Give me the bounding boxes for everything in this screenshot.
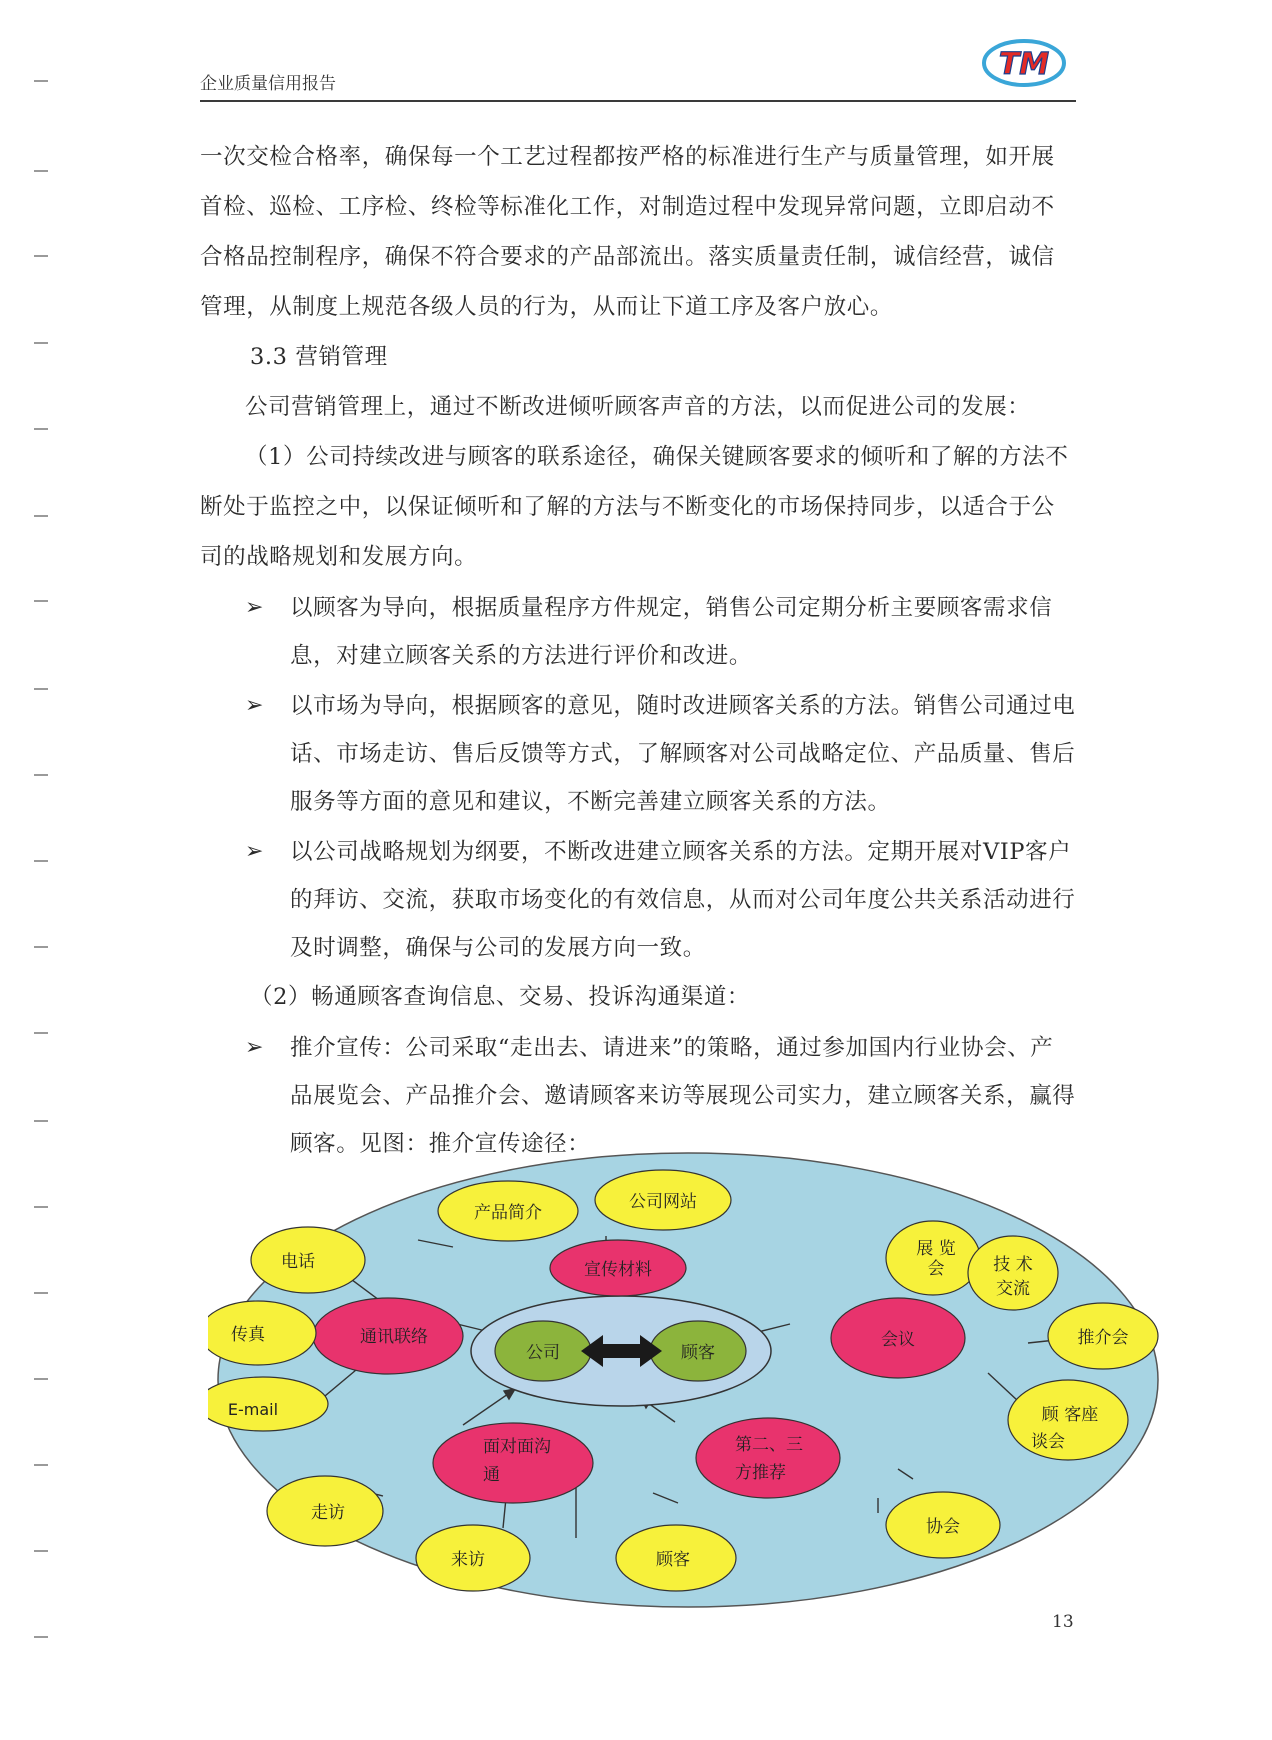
bullet-text: 以公司战略规划为纲要，不断改进建立顾客关系的方法。定期开展对VIP客户的拜访、交流，获取市场变化的有效信息，从而对公司年度公共关系活动进行及时调整，确保与公司的发展方向一致。 (290, 839, 1076, 961)
promotion-channels-diagram (208, 1148, 1168, 1613)
bullet-arrow-icon: ➢ (245, 839, 265, 864)
page-number: 13 (1052, 1612, 1074, 1632)
leaf-expo-label-2: 会 (927, 1259, 945, 1279)
bullet-text: 以顾客为导向，根据质量程序方件规定，销售公司定期分析主要顾客需求信息，对建立顾客关系的方法进行评价和改进。 (290, 595, 1053, 669)
hub-f2f-label-2: 通 (483, 1465, 500, 1485)
hub-f2f-label-1: 面对面沟 (483, 1437, 551, 1457)
leaf-tech-label-1: 技 术 (993, 1255, 1033, 1275)
bullet-arrow-icon: ➢ (245, 595, 265, 620)
leaf-fax-label: 传真 (231, 1325, 265, 1345)
bullet-item (200, 828, 1076, 972)
bullet-item (200, 1024, 1076, 1168)
customer-label: 顾客 (681, 1343, 715, 1363)
leaf-promo-label: 推介会 (1077, 1328, 1129, 1348)
paragraph-intro: 一次交检合格率，确保每一个工艺过程都按严格的标准进行生产与质量管理，如开展首检、巡检、工序检、终检等标准化工作，对制造过程中发现异常问题，立即启动不合格品控制程序，确保不符合要求的产品部流出。落实质量责任制，诚信经营，诚信管理，从制度上规范各级人员的行为，从而让下道工序及客户放心。 (200, 144, 1055, 320)
logo-text: TM (998, 47, 1050, 82)
bullet-item (200, 584, 1076, 680)
leaf-forum-label-2: 谈会 (1031, 1432, 1065, 1452)
leaf-visit-out-label: 走访 (311, 1503, 345, 1523)
bullet-text: 推介宣传：公司采取“走出去、请进来”的策略，通过参加国内行业协会、产品展览会、产品推介会、邀请顾客来访等展现公司实力，建立顾客关系，赢得顾客。见图：推介宣传途径： (290, 1035, 1076, 1157)
paragraph-marketing-intro: 公司营销管理上，通过不断改进倾听顾客声音的方法，以而促进公司的发展： (245, 394, 1031, 420)
leaf-expo-label-1: 展 览 (916, 1239, 956, 1259)
paragraph-item-2: （2）畅通顾客查询信息、交易、投诉沟通渠道： (250, 984, 751, 1010)
bullet-arrow-icon: ➢ (245, 1035, 265, 1060)
bullet-arrow-icon: ➢ (245, 693, 265, 718)
binding-margin-marks (0, 0, 60, 1740)
leaf-visit-in-label: 来访 (451, 1550, 485, 1570)
page-header (200, 47, 1076, 102)
tm-logo (980, 34, 1068, 92)
paragraph-item-1: （1）公司持续改进与顾客的联系途径，确保关键顾客要求的倾听和了解的方法不断处于监控之中，以保证倾听和了解的方法与不断变化的市场保持同步，以适合于公司的战略规划和发展方向。 (200, 444, 1069, 570)
hub-third-label-2: 方推荐 (735, 1463, 786, 1483)
hub-material-label: 宣传材料 (584, 1260, 652, 1280)
hub-third-label-1: 第二、三 (735, 1435, 803, 1455)
header-title: 企业质量信用报告 (200, 74, 336, 94)
leaf-tech-label-2: 交流 (996, 1279, 1030, 1299)
leaf-website-label: 公司网站 (629, 1192, 697, 1212)
hub-third-party (696, 1418, 840, 1498)
hub-comm-label: 通讯联络 (360, 1327, 428, 1347)
bullet-item (200, 682, 1076, 826)
hub-meeting-label: 会议 (881, 1330, 915, 1350)
leaf-phone-label: 电话 (281, 1252, 315, 1272)
leaf-customer-label: 顾客 (656, 1550, 690, 1570)
leaf-email-label: E-mail (227, 1400, 279, 1419)
page-content (200, 132, 1076, 1168)
leaf-association-label: 协会 (926, 1517, 960, 1537)
company-label: 公司 (526, 1343, 560, 1363)
leaf-brochure-label: 产品简介 (474, 1203, 542, 1223)
bullet-text: 以市场为导向，根据顾客的意见，随时改进顾客关系的方法。销售公司通过电话、市场走访、售后反馈等方式，了解顾客对公司战略定位、产品质量、售后服务等方面的意见和建议，不断完善建立顾客关系的方法。 (290, 693, 1076, 815)
section-heading-3-3: 3.3 营销管理 (250, 344, 388, 370)
leaf-forum-label-1: 顾 客座 (1041, 1405, 1099, 1425)
hub-face-to-face (433, 1423, 593, 1503)
